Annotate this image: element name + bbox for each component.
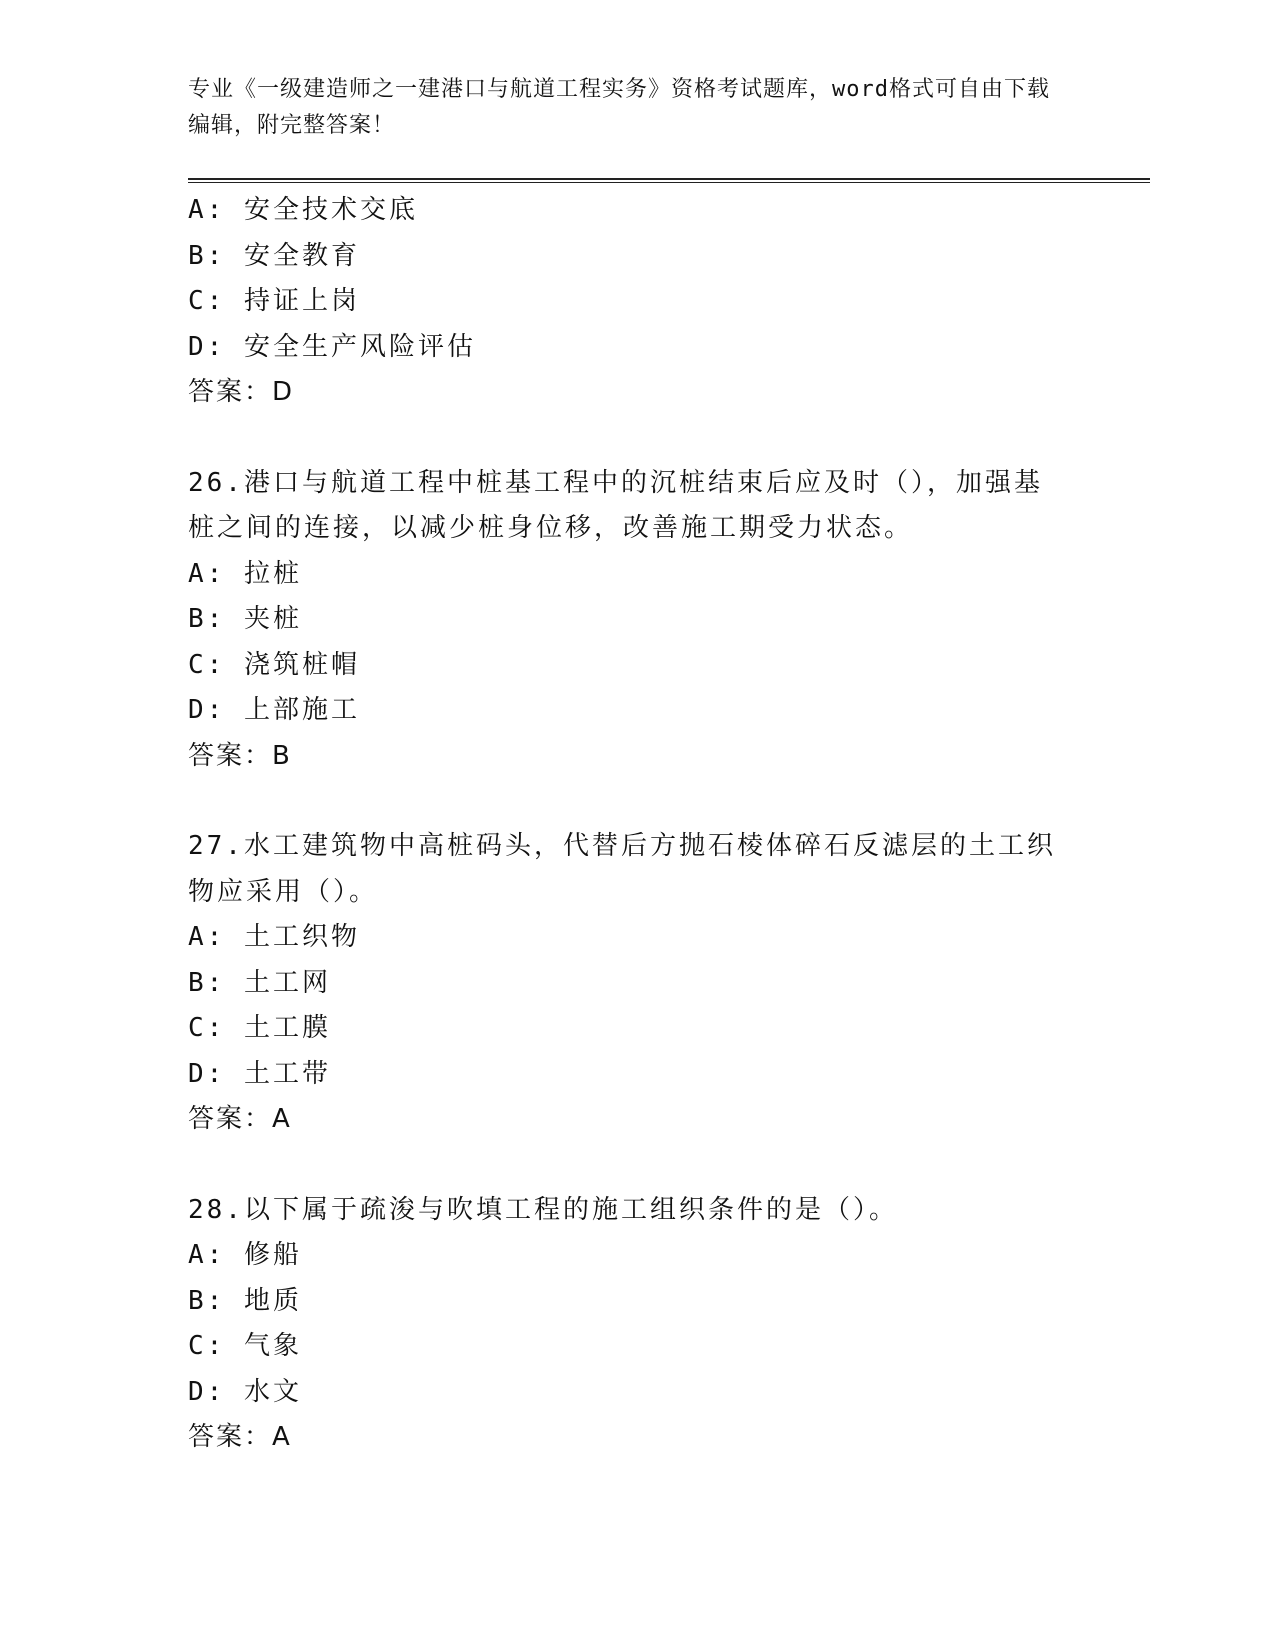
spacer [188, 416, 1088, 461]
header-divider-thick [188, 178, 1150, 180]
option-b: B: 安全教育 [188, 240, 360, 271]
option-b: B: 夹桩 [188, 604, 302, 634]
option-d: D: 水文 [188, 1376, 302, 1407]
option-c: C: 气象 [188, 1331, 302, 1361]
question-stem: 26.港口与航道工程中桩基工程中的沉桩结束后应及时（），加强基桩之间的连接，以减少桩身位移，改善施工期受力状态。 [188, 467, 1043, 543]
option-b: B: 土工网 [188, 967, 331, 998]
option-c: C: 持证上岗 [188, 286, 360, 316]
question-list [188, 188, 1088, 1461]
question-block-28 [188, 1188, 1088, 1461]
document-header: 专业《一级建造师之一建港口与航道工程实务》资格考试题库，word格式可自由下载编辑，附完整答案！ [188, 77, 1050, 138]
answer-line: 答案：B [188, 740, 292, 771]
question-block-26 [188, 461, 1088, 780]
option-a: A: 土工织物 [188, 922, 360, 952]
header-divider-thin [188, 182, 1150, 183]
option-d: D: 土工带 [188, 1058, 331, 1089]
option-a: A: 安全技术交底 [188, 195, 418, 225]
option-d: D: 安全生产风险评估 [188, 331, 476, 362]
question-block-27 [188, 824, 1088, 1143]
question-stem: 27.水工建筑物中高桩码头，代替后方抛石棱体碎石反滤层的土工织物应采用（）。 [188, 831, 1056, 907]
question-stem: 28.以下属于疏浚与吹填工程的施工组织条件的是（）。 [188, 1194, 898, 1225]
spacer [188, 779, 1088, 824]
option-c: C: 土工膜 [188, 1013, 331, 1043]
option-b: B: 地质 [188, 1285, 302, 1316]
option-a: A: 修船 [188, 1240, 302, 1270]
option-d: D: 上部施工 [188, 695, 360, 725]
answer-line: 答案：A [188, 1422, 292, 1452]
answer-line: 答案：D [188, 377, 295, 407]
option-a: A: 拉桩 [188, 558, 302, 589]
spacer [188, 1143, 1088, 1188]
option-c: C: 浇筑桩帽 [188, 649, 360, 680]
question-block-25 [188, 188, 1088, 416]
answer-line: 答案：A [188, 1104, 292, 1134]
